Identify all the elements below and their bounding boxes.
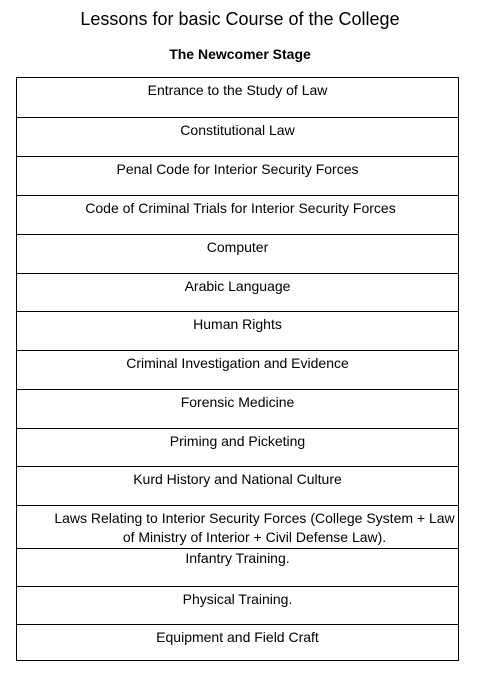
lesson-label: Kurd History and National Culture: [133, 471, 342, 487]
lesson-row: [17, 466, 458, 505]
stage-title: The Newcomer Stage: [169, 46, 311, 62]
lesson-label: Forensic Medicine: [180, 394, 295, 410]
lesson-label: Arabic Language: [184, 278, 291, 294]
lesson-row: [17, 311, 458, 350]
lesson-row: [17, 350, 458, 389]
lesson-label: Human Rights: [193, 316, 282, 332]
lesson-label: Infantry Training.: [185, 550, 290, 566]
lesson-row: [17, 117, 458, 156]
lesson-label: Computer: [206, 239, 269, 255]
page-title: Lessons for basic Course of the College: [80, 9, 400, 29]
lesson-label: Laws Relating to Interior Security Forces (College System + Law of Ministry of Interior + Civil Defense Law).: [54, 510, 455, 545]
lesson-row: [17, 389, 458, 428]
lesson-row: [17, 624, 458, 660]
lesson-row: [17, 586, 458, 624]
lesson-row: [17, 505, 458, 548]
lessons-table: [16, 77, 459, 661]
lesson-row: [17, 234, 458, 273]
lesson-label: Priming and Picketing: [169, 433, 306, 449]
lesson-label: Constitutional Law: [180, 122, 295, 138]
lesson-row: [17, 78, 458, 117]
lesson-row: [17, 428, 458, 466]
lesson-label: Code of Criminal Trials for Interior Security Forces: [85, 200, 396, 216]
lesson-label: Equipment and Field Craft: [156, 629, 319, 645]
lesson-label: Penal Code for Interior Security Forces: [116, 161, 359, 177]
lesson-row: [17, 548, 458, 586]
lesson-label: Criminal Investigation and Evidence: [126, 355, 349, 371]
lesson-label: Physical Training.: [182, 591, 293, 607]
lesson-row: [17, 195, 458, 234]
lesson-label: Entrance to the Study of Law: [147, 82, 328, 98]
lesson-row: [17, 273, 458, 311]
lesson-row: [17, 156, 458, 195]
